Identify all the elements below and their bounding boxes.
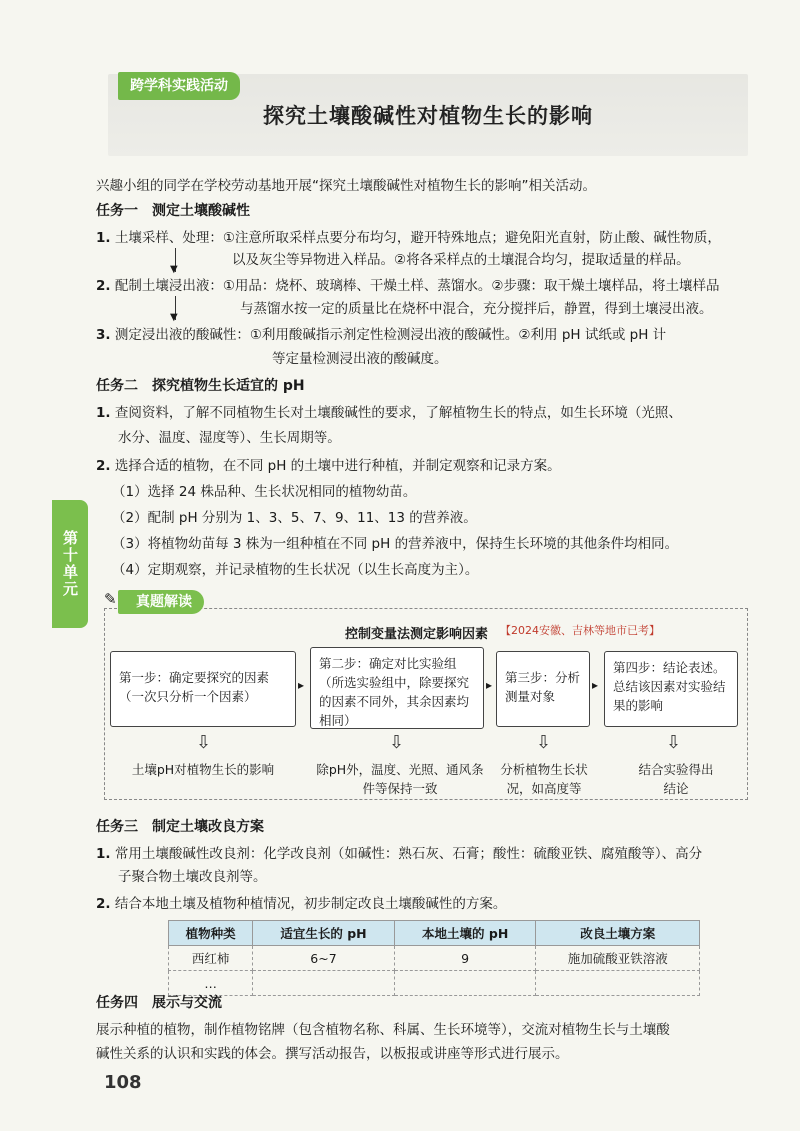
- step-3-box: 第三步：分析测量对象: [496, 651, 590, 727]
- section-tag: 跨学科实践活动: [118, 72, 240, 100]
- task3-item1-cont: 子聚合物土壤改良剂等。: [118, 869, 267, 885]
- item-number: 1.: [96, 846, 111, 862]
- item-number: 2.: [96, 278, 111, 294]
- table-header: 适宜生长的 pH: [253, 921, 395, 946]
- table-cell: 施加硫酸亚铁溶液: [536, 946, 700, 971]
- table-header: 本地土壤的 pH: [394, 921, 536, 946]
- table-header: 植物种类: [169, 921, 253, 946]
- item-line: 结合本地土壤及植物种植情况，初步制定改良土壤酸碱性的方案。: [114, 896, 507, 912]
- task2-item1: [96, 402, 756, 424]
- task1-item2-cont: 与蒸馏水按一定的质量比在烧杯中混合，充分搅拌后，静置，得到土壤浸出液。: [240, 301, 713, 317]
- real-question-label: 真题解读: [118, 590, 204, 614]
- item-number: 3.: [96, 327, 111, 343]
- table-cell: …: [169, 971, 253, 996]
- right-arrow-icon: ▸: [592, 678, 599, 692]
- task3-item1: [96, 843, 766, 865]
- sub-step-3: （3）将植物幼苗每 3 株为一组种植在不同 pH 的营养液中，保持生长环境的其他条件均相同。: [112, 536, 679, 552]
- item-line: ①利用酸碱指示剂定性检测浸出液的酸碱性。②利用 pH 试纸或 pH 计: [249, 327, 667, 343]
- unit-side-tab: 第十单元: [52, 500, 88, 628]
- item-lead: 土壤采样、处理：: [114, 230, 223, 246]
- result-1: 土壤pH对植物生长的影响: [131, 762, 275, 777]
- right-arrow-icon: ▸: [298, 678, 305, 692]
- page-number: 108: [104, 1072, 142, 1093]
- table-row: [169, 946, 700, 971]
- table-cell: [253, 971, 395, 996]
- task2-item2: [96, 455, 756, 477]
- table-cell: 西红柿: [169, 946, 253, 971]
- right-arrow-icon: ▸: [486, 678, 493, 692]
- task1-item2: [96, 275, 756, 297]
- item-line: ①用品：烧杯、玻璃棒、干燥土样、蒸馏水。②步骤：取干燥土壤样品，将土壤样品: [222, 278, 720, 294]
- task1-item1-cont: 以及灰尘等异物进入样品。②将各采样点的土壤混合均匀，提取适量的样品。: [232, 252, 690, 268]
- item-line: 选择合适的植物，在不同 pH 的土壤中进行种植，并制定观察和记录方案。: [114, 458, 561, 474]
- step-4-box: 第四步：结论表述。总结该因素对实验结果的影响: [604, 651, 738, 727]
- table-header-row: [169, 921, 700, 946]
- down-hollow-arrow-icon: ⇩: [536, 732, 552, 753]
- item-number: 1.: [96, 405, 111, 421]
- step-2-box: 第二步：确定对比实验组（所选实验组中，除要探究的因素不同外，其余因素均相同）: [310, 647, 484, 729]
- item-lead: 配制土壤浸出液：: [114, 278, 223, 294]
- result-3: 分析植物生长状况，如高度等: [500, 762, 588, 796]
- task3-item2: [96, 893, 756, 915]
- task2-item1-cont: 水分、温度、湿度等）、生长周期等。: [118, 430, 341, 446]
- item-lead: 测定浸出液的酸碱性：: [114, 327, 250, 343]
- sub-step-1: （1）选择 24 株品种、生长状况相同的植物幼苗。: [112, 484, 417, 500]
- page-title: 探究土壤酸碱性对植物生长的影响: [263, 104, 593, 128]
- task1-item3: [96, 324, 756, 346]
- item-line: ①注意所取采样点要分布均匀，避开特殊地点；避免阳光直射，防止酸、碱性物质，: [222, 230, 721, 246]
- result-4: 结合实验得出结论: [638, 762, 714, 796]
- item-number: 1.: [96, 230, 111, 246]
- item-number: 2.: [96, 896, 111, 912]
- improvement-table: [168, 920, 700, 996]
- task1-item3-cont: 等定量检测浸出液的酸碱度。: [272, 351, 448, 367]
- table-header: 改良土壤方案: [536, 921, 700, 946]
- table-row: [169, 971, 700, 996]
- table-cell: [394, 971, 536, 996]
- item-line: 常用土壤酸碱性改良剂：化学改良剂（如碱性：熟石灰、石膏；酸性：硫酸亚铁、腐殖酸等）、高分: [114, 846, 703, 862]
- down-hollow-arrow-icon: ⇩: [196, 732, 212, 753]
- table-cell: 9: [394, 946, 536, 971]
- task3-heading: 任务三 制定土壤改良方案: [96, 819, 264, 835]
- intro-text: 兴趣小组的同学在学校劳动基地开展“探究土壤酸碱性对植物生长的影响”相关活动。: [96, 178, 596, 194]
- sub-step-4: （4）定期观察，并记录植物的生长状况（以生长高度为主）。: [112, 562, 479, 578]
- task1-item1: [96, 227, 756, 249]
- pencil-icon: ✎: [104, 590, 117, 608]
- item-number: 2.: [96, 458, 111, 474]
- down-arrow-icon: ▼: [170, 312, 178, 323]
- step-1-box: 第一步：确定要探究的因素（一次只分析一个因素）: [110, 651, 296, 727]
- down-hollow-arrow-icon: ⇩: [389, 732, 405, 753]
- task1-heading: 任务一 测定土壤酸碱性: [96, 203, 250, 219]
- task4-line1: 展示种植的植物，制作植物铭牌（包含植物名称、科属、生长环境等），交流对植物生长与土壤酸: [96, 1022, 670, 1038]
- table-cell: 6~7: [253, 946, 395, 971]
- result-2: 除pH外，温度、光照、通风条件等保持一致: [316, 762, 484, 796]
- down-arrow-icon: ▼: [170, 264, 178, 275]
- item-line: 查阅资料，了解不同植物生长对土壤酸碱性的要求，了解植物生长的特点，如生长环境（光照、: [114, 405, 682, 421]
- exam-note: 【2024安徽、吉林等地市已考】: [500, 624, 660, 637]
- down-hollow-arrow-icon: ⇩: [666, 732, 682, 753]
- task4-line2: 碱性关系的认识和实践的体会。撰写活动报告，以板报或讲座等形式进行展示。: [96, 1046, 569, 1062]
- sub-step-2: （2）配制 pH 分别为 1、3、5、7、9、11、13 的营养液。: [112, 510, 477, 526]
- task2-heading: 任务二 探究植物生长适宜的 pH: [96, 378, 305, 394]
- table-cell: [536, 971, 700, 996]
- task4-heading: 任务四 展示与交流: [96, 995, 222, 1011]
- box-title: 控制变量法测定影响因素: [345, 627, 489, 642]
